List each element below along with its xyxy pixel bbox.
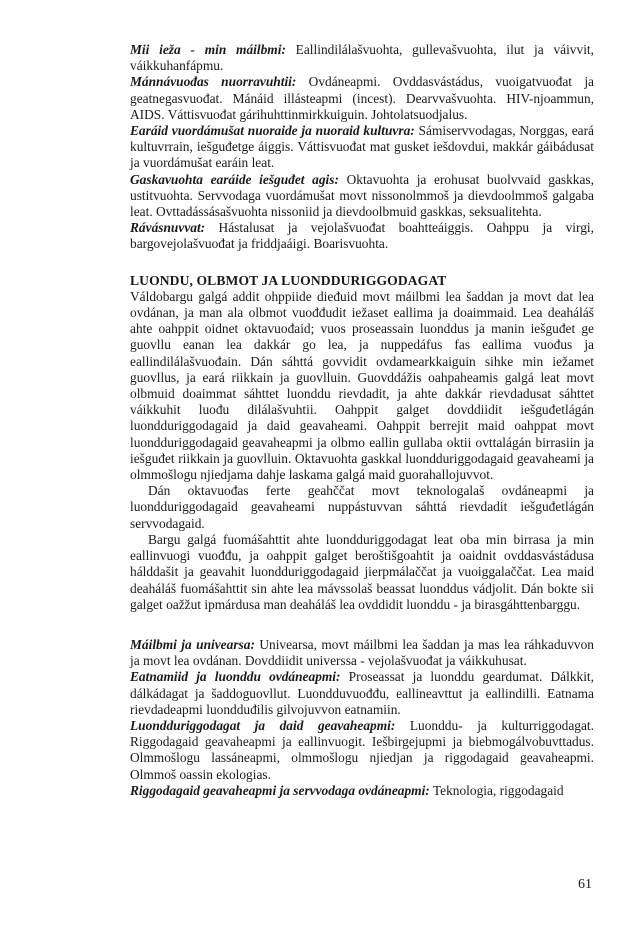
entry-term: Earáid vuordámušat nuoraide ja nuoraid kultuvra: (130, 123, 415, 139)
entry-term: Riggodagaid geavaheapmi ja servvodaga ovdáneapmi: (130, 782, 430, 798)
entry-term: Eatnamiid ja luonddu ovdáneapmi: (130, 669, 341, 685)
entry-text: Hástalusat ja vejolašvuođat boahtteáiggis. Oahppu ja virgi, bargovejolašvuođat ja friddjaáigi. Boarisvuohta. (130, 220, 594, 252)
list-item (130, 123, 594, 172)
entry-term: Luondduriggodagat ja daid geavaheapmi: (130, 717, 396, 733)
entry-text: Univearsa, movt máilbmi lea šaddan ja mas lea ráhkaduvvon ja movt lea ovdánan. Dovddiidit universsa - vejolašvuođat ja váikkuhusat. (130, 636, 594, 669)
body-paragraph: Váldobargu galgá addit ohppiide dieđuid movt máilbmi lea šaddan ja movt dat lea ovdánan, ja man ala olbmot vuođđudit iežaset eallima ja doaimmaid. Lea deaháláš ahte oahppit oidnet oktavuođaid; vuos proseassain luonddus ja manin iešguđet ge guovllu eanan lea dakkár go lea, ja nuppedáfus fas eallima vuođus ja eallindilálašvuođain. Dán sáhttá govvidit ovdamearkkaiguin sihke min iežamet guovllus, ja eará riikkain ja guovlluin. Guovddážis oahpaheamis galgá leat movt olbmuid doaimmat sáhttet luonddu rievdadit, ja ahte dakkár rievdadusat sáhttet váikkuhit luođu dilálašvuhtii. Oahppit galget dovddiidit iešguđetlágán luondduriggodagaid ja daid geavaheami. Oahppit berrejit maid oahppat movt luondduriggodagaid geavaheapmi ja olbmo eallin gullaba oktii ovttalágán birrasiin ja iešguđet riikkain ja guovlluin. Oktavuohta gaskkal luondduriggodagaid geavaheami ja olmmošlogu njiedjama dahje laskama galgá maid guorahallojuvvot. (130, 288, 594, 483)
entry-term: Máilbmi ja univearsa: (130, 636, 255, 652)
list-item (130, 74, 594, 123)
entry-term: Gaskavuohta earáide iešguđet agis: (130, 171, 339, 187)
entry-term: Rávásnuvvat: (130, 220, 206, 236)
list-item (130, 42, 594, 74)
body-paragraph: Bargu galgá fuomášahttit ahte luondduriggodagat leat oba min birrasa ja min eallinvuogi vuođđu, ja oahppit galget beroštišgoahtit ja oaidnit ovddasvástádusa hálddašit ja geavahit luondduriggodagaid jierpmálaččat ja vuoiggalaččat. Lea maid deaháláš fuomášahttit sin ahte lea mávssolaš beassat luonddus vádjolit. Dán bokte sii galget oažžut ipmárdusa man deaháláš lea ovddidit luonddu - ja birasgáhttenbarggu. (130, 531, 594, 612)
entry-term: Mii ieža - min máilbmi: (130, 42, 286, 57)
section-heading: LUONDU, OLBMOT JA LUONDDURIGGODAGAT (130, 272, 447, 288)
entry-text: Proseassat ja luonddu geardumat. Dálkkit, dálkádagat ja šaddoguovllut. Luondduvuođđu, eallineavttut ja eallindilli. Eatnama rievdadeapmi luondduđilis gilvojuvvon eatnamiin. (130, 669, 595, 717)
body-paragraph: Dán oktavuođas ferte geahččat movt teknologalaš ovdáneapmi ja luondduriggodagaid geavaheami nuppástuvvan sáhttá rievdadit iešguđetlágán servvodagaid. (130, 483, 594, 531)
page-number: 61 (578, 877, 592, 892)
entry-text: Eallindilálašvuohta, gullevašvuohta, ilut ja váivvit, váikkuhanfápmu. (130, 42, 594, 74)
list-item (130, 637, 594, 669)
entry-text: Teknologia, riggodagaid (429, 782, 564, 798)
list-item (130, 172, 594, 221)
list-item (130, 669, 594, 718)
entry-text: Ovdáneapmi. Ovddasvástádus, vuoigatvuođat ja geatnegasvuođat. Mánáid illásteapmi (incest). Dearvvašvuohta. HIV-njoammun, AIDS. Váttisvuođat gárihuhttinmirkkuiguin. Johtolatsuodjalus. (130, 74, 594, 122)
page-content (130, 42, 594, 799)
entry-text: Luonddu- ja kulturriggodagat. Riggodagaid geavaheapmi ja eallinvuogit. Iešbirgejupmi ja biebmogálvobuvttadus. Olmmošlogu lassáneapmi, olmmošlogu njiedjan ja riggodagaid geavaheapmi. Olmmoš oassin ekologias. (130, 717, 594, 782)
list-item (130, 783, 594, 799)
entry-text: Oktavuohta ja erohusat buolvvaid gaskkas, ustitvuohta. Servvodaga vuordámušat movt nissonolmmoš ja dievdoolmmoš galgaba leat. Ovttadássásašvuohta nissoniid ja dievdoolbmuid gaskkas, seksualitehta. (130, 171, 594, 220)
section-spacer (130, 613, 594, 637)
list-item (130, 220, 594, 252)
entry-term: Mánnávuođas nuorravuhtii: (130, 74, 297, 90)
entry-text: Sámiservvodagas, Norggas, eará kultuvrrain, iešguđetge áiggis. Váttisvuođat mat gusket iešdovdui, makkár gáibádusat ja vuordámušat earáin leat. (130, 123, 595, 171)
list-item (130, 718, 594, 783)
